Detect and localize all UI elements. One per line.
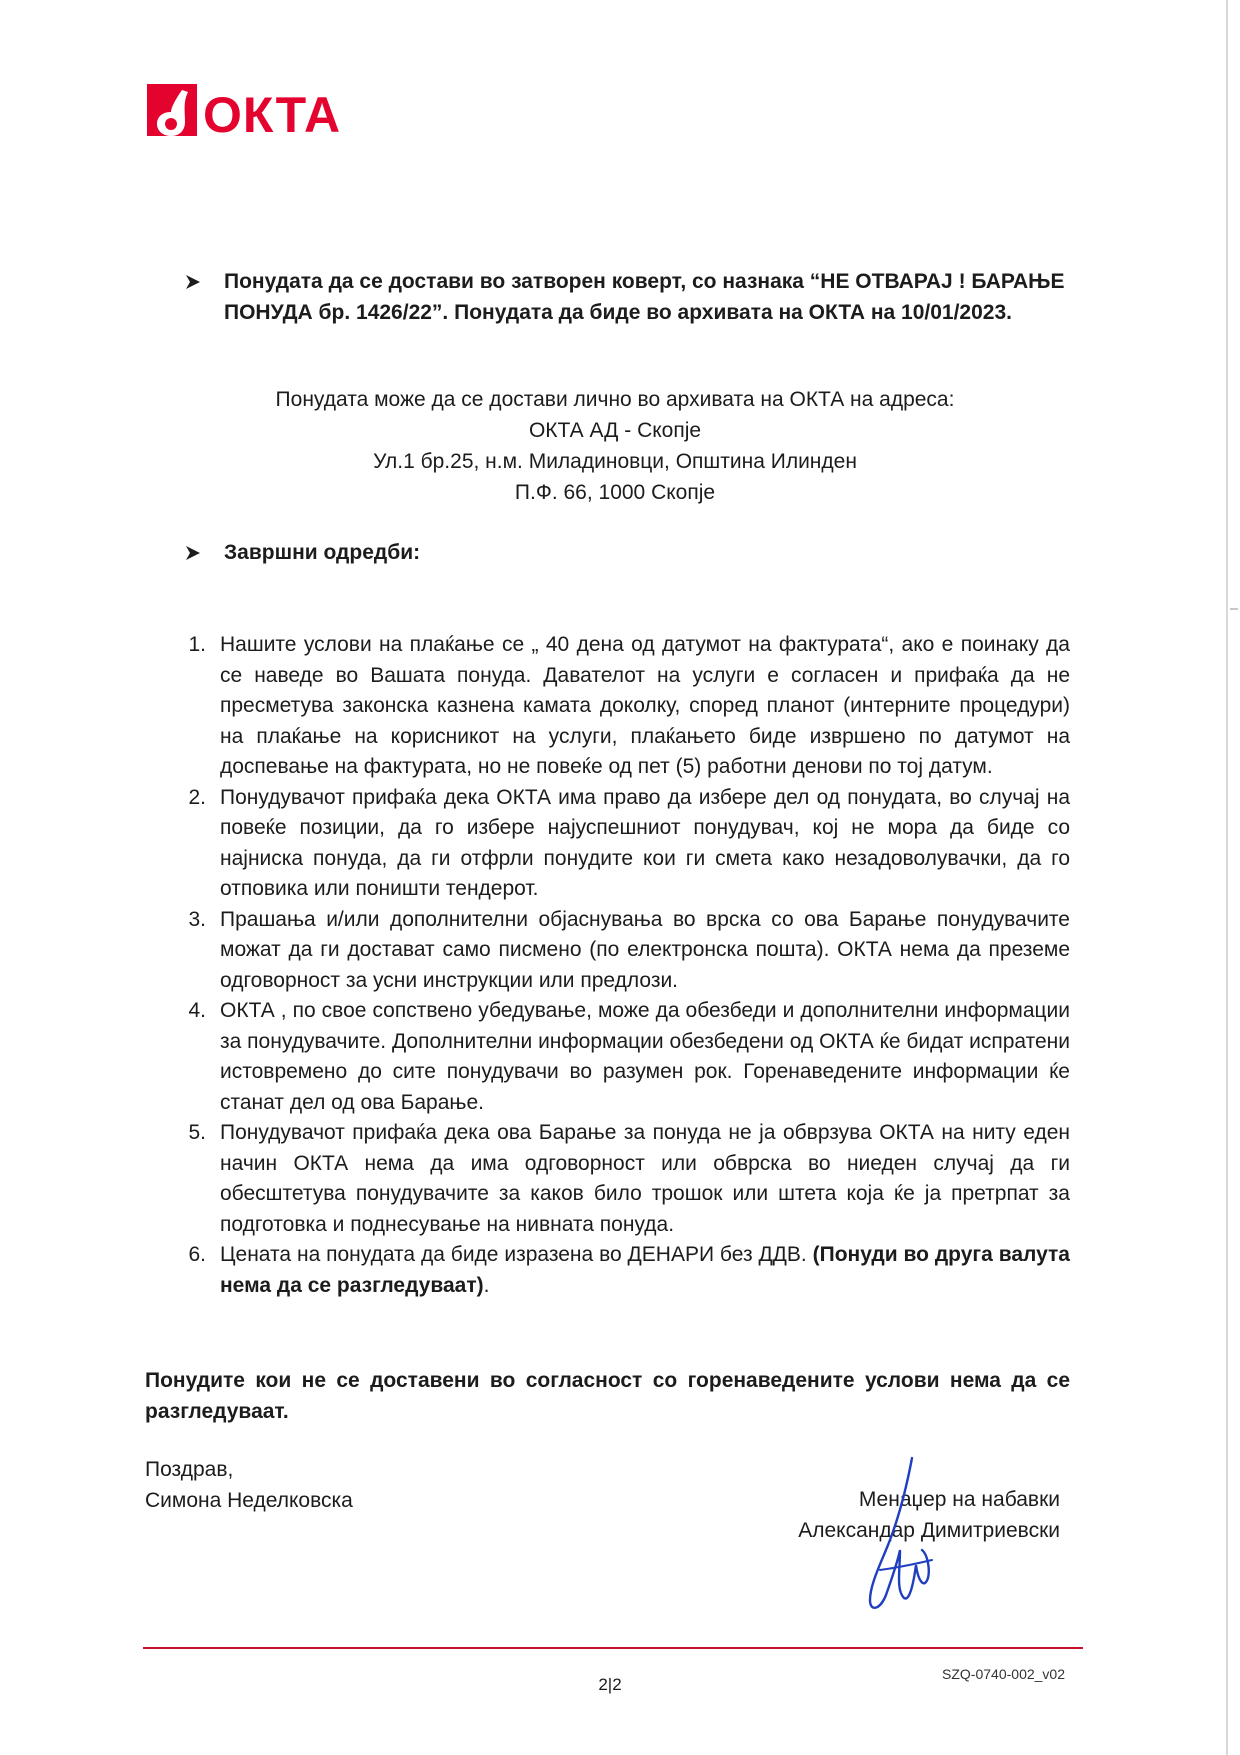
list-item-text: Прашања и/или дополнителни објаснувања во врска со ова Барање понудувачите можат да ги достават само писмено (по електронска пошта). ОКТА нема да преземе одговорност за усни инструкции или предлози. [220, 907, 1070, 992]
list-item-tail: . [483, 1273, 490, 1297]
address-street: Ул.1 бр.25, н.м. Миладиновци, Општина Илинден [373, 450, 857, 473]
handwritten-signature [840, 1450, 950, 1620]
footer-divider [143, 1647, 1083, 1649]
final-provisions-title: Завршни одредби: [224, 541, 421, 564]
list-item [180, 1240, 1070, 1301]
final-provisions-heading [184, 537, 1074, 568]
manager-title: Менаџер на набавки [858, 1488, 1060, 1511]
list-item-text: Цената на понудата да биде изразена во ДЕНАРИ без ДДВ. [220, 1243, 813, 1266]
address-company: ОКТА АД - Скопје [528, 419, 702, 442]
scan-edge [1226, 0, 1228, 1755]
closing-statement: Понудите кои не се доставени во согласност со горенаведените услови нема да се разгледуваат. [145, 1369, 1070, 1423]
arrowhead-bullet-icon [184, 266, 204, 300]
list-item [180, 996, 1070, 1118]
address-po-box: П.Ф. 66, 1000 Скопје [514, 481, 716, 504]
list-item-text: ОКТА , по свое сопствено убедување, може да обезбеди и дополнителни информации за понудувачите. Дополнителни информации обезбедени од ОКТА ќе бидат испратени истовремено до сите понудувачи во разумен рок. Горенаведените информации ќе станат дел од ова Барање. [220, 999, 1070, 1114]
document-code: SZQ-0740-002_v02 [942, 1666, 1065, 1682]
list-item-text: Понудувачот прифаќа дека ова Барање за понуда не ја обврзува ОКТА на ниту еден начин ОКТА нема да има одговорност или обврска во ниеден случај да ги обесштетува понудувачите за каков било трошок или штета која ќе ја претрпат за подготовка и поднесување на нивната понуда. [220, 1121, 1070, 1236]
delivery-address [140, 384, 1090, 508]
delivery-instruction-line-2: ПОНУДА бр. 1426/22”. Понудата да биде во архивата на ОКТА на 10/01/2023. [224, 301, 1012, 324]
okta-logo [145, 80, 405, 150]
list-item-text: Понудувачот прифаќа дека ОКТА има право да избере дел од понудата, во случај на повеќе позиции, да го избере најуспешниот понудувач, кој не мора да биде со најниска понуда, да ги отфрли понудите кои ги смета како незадоволувачки, да го отповика или поништи тендерот. [220, 785, 1070, 900]
address-intro: Понудата може да се достави лично во архивата на ОКТА на адреса: [275, 388, 955, 411]
manager-name: Александар Димитриевски [798, 1519, 1060, 1542]
page-number: 2|2 [598, 1675, 622, 1694]
list-item-number: 6. [188, 1243, 206, 1266]
list-item [180, 783, 1070, 905]
svg-text:ОКТА: ОКТА [203, 87, 342, 143]
greeting-block [145, 1454, 353, 1516]
list-item-number: 5. [188, 1121, 206, 1144]
arrowhead-bullet-icon [184, 537, 204, 571]
list-item-number: 2. [188, 785, 206, 809]
scan-mark [1230, 608, 1238, 610]
provisions-list [180, 630, 1070, 1301]
delivery-instruction-line-1: Понудата да се достави во затворен коверт, со назнака “НЕ ОТВАРАЈ ! БАРАЊЕ [224, 270, 1065, 293]
list-item [180, 1118, 1070, 1240]
list-item-number: 1. [188, 633, 206, 656]
list-item-number: 3. [188, 907, 206, 931]
greeting: Поздрав, [145, 1458, 234, 1481]
list-item-bold-note: (Понуди во друга валута нема да се разгледуваат) [220, 1243, 1070, 1297]
list-item [180, 630, 1070, 783]
delivery-instruction [184, 266, 1074, 328]
list-item-number: 4. [188, 999, 206, 1022]
list-item-text: Нашите услови на плаќање се „ 40 дена од датумот на фактурата“, ако е поинаку да се наведе во Вашата понуда. Давателот на услуги е согласен и прифаќа да не пресметува законска казнена камата доколку, според планот (интерните процедури) на плаќање на корисникот на услуги, плаќањето биде извршено по датумот на доспевање на фактурата, но не повеќе од пет (5) работни денови по тој датум. [220, 633, 1070, 778]
list-item [180, 905, 1070, 997]
sender-name: Симона Неделковска [145, 1489, 353, 1512]
